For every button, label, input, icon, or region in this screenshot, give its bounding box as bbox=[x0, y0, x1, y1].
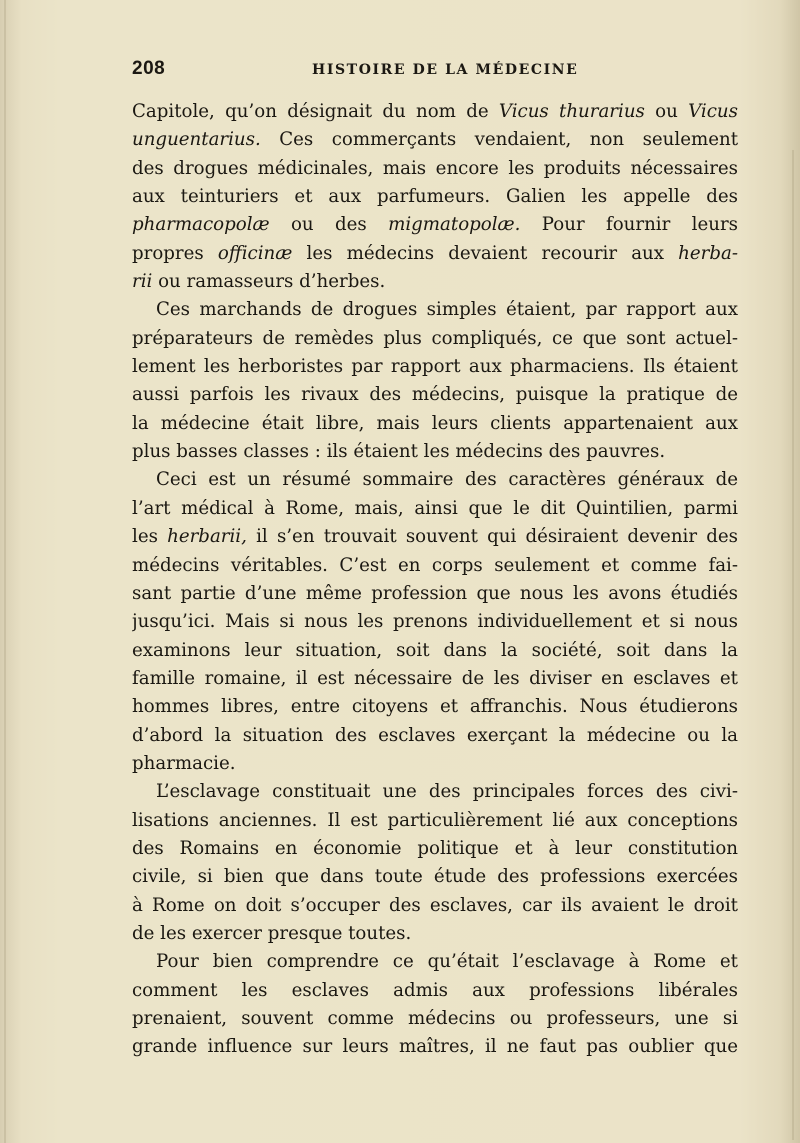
italic-term: pharmacopolæ bbox=[132, 214, 270, 236]
text-segment: prenaient, souvent comme médecins ou professeurs, une si bbox=[132, 1008, 738, 1029]
text-segment: propres bbox=[132, 242, 218, 264]
text-line bbox=[132, 410, 738, 438]
italic-term: herbarii, bbox=[167, 526, 247, 548]
text-line bbox=[132, 920, 738, 948]
text-segment: Pour bien comprendre ce qu’était l’esclavage à Rome et bbox=[156, 951, 738, 973]
text-segment: médecins véritables. C’est en corps seulement et comme fai- bbox=[132, 554, 738, 576]
text-segment: lement les herboristes par rapport aux pharmaciens. Ils étaient bbox=[132, 356, 738, 378]
text-line bbox=[132, 552, 738, 580]
text-segment: les bbox=[132, 526, 168, 548]
text-segment: examinons leur situation, soit dans la société, soit dans la bbox=[132, 639, 738, 661]
text-line bbox=[132, 126, 738, 154]
text-segment: les médecins devaient recourir aux bbox=[292, 242, 679, 264]
text-line bbox=[132, 693, 738, 721]
text-line bbox=[132, 948, 738, 976]
text-line bbox=[132, 495, 738, 523]
text-segment: sant partie d’une même profession que nous les avons étudiés bbox=[132, 582, 738, 604]
text-line bbox=[132, 155, 738, 183]
italic-term: unguentarius. bbox=[132, 129, 261, 151]
text-line bbox=[132, 240, 738, 268]
text-line bbox=[132, 835, 738, 863]
text-segment: comment les esclaves admis aux professions libérales bbox=[132, 979, 738, 1001]
text-segment: civile, si bien que dans toute étude des professions exercées bbox=[132, 866, 738, 888]
italic-term: Vicus thurarius bbox=[498, 101, 645, 122]
text-segment: aux teinturiers et aux parfumeurs. Galien les appelle des bbox=[132, 186, 738, 208]
text-line bbox=[132, 296, 738, 324]
text-line bbox=[132, 1005, 738, 1033]
text-segment: l’art médical à Rome, mais, ainsi que le dit Quintilien, parmi bbox=[132, 497, 738, 519]
text-line bbox=[132, 466, 738, 494]
text-line bbox=[132, 381, 738, 409]
italic-term: migmatopolæ. bbox=[388, 214, 521, 236]
text-segment: Pour fournir leurs bbox=[520, 214, 738, 236]
text-line bbox=[132, 325, 738, 353]
text-segment: ou bbox=[644, 101, 689, 122]
text-line bbox=[132, 438, 738, 466]
running-title: HISTOIRE DE LA MÉDECINE bbox=[312, 62, 579, 78]
text-line bbox=[132, 268, 738, 296]
italic-term: herba- bbox=[678, 242, 738, 264]
text-line bbox=[132, 637, 738, 665]
italic-term: officinæ bbox=[217, 242, 293, 264]
text-line bbox=[132, 722, 738, 750]
text-segment: des Romains en économie politique et à leur constitution bbox=[132, 837, 738, 859]
text-segment: ou ramasseurs d’herbes. bbox=[152, 271, 386, 293]
text-segment: plus basses classes : ils étaient les médecins des pauvres. bbox=[132, 441, 666, 463]
text-line bbox=[132, 863, 738, 891]
text-segment: Ces commerçants vendaient, non seulement bbox=[260, 129, 738, 151]
italic-term: Vicus bbox=[688, 101, 738, 122]
text-line bbox=[132, 580, 738, 608]
text-line bbox=[132, 665, 738, 693]
text-segment: Capitole, qu’on désignait du nom de bbox=[132, 101, 499, 122]
text-segment: famille romaine, il est nécessaire de les diviser en esclaves et bbox=[132, 667, 738, 689]
body-text bbox=[132, 98, 738, 1062]
text-segment: ou des bbox=[269, 214, 389, 236]
text-segment: pharmacie. bbox=[132, 752, 236, 774]
text-segment: de les exercer presque toutes. bbox=[132, 922, 412, 944]
binding-edge bbox=[4, 0, 6, 1143]
text-line bbox=[132, 750, 738, 778]
text-line bbox=[132, 807, 738, 835]
text-segment: aussi parfois les rivaux des médecins, puisque la pratique de bbox=[132, 384, 738, 406]
text-line bbox=[132, 778, 738, 806]
text-segment: Ces marchands de drogues simples étaient, par rapport aux bbox=[156, 299, 738, 321]
text-line bbox=[132, 977, 738, 1005]
text-segment: d’abord la situation des esclaves exerçant la médecine ou la bbox=[132, 724, 738, 746]
text-segment: hommes libres, entre citoyens et affranchis. Nous étudierons bbox=[132, 696, 738, 718]
text-segment: à Rome on doit s’occuper des esclaves, car ils avaient le droit bbox=[132, 894, 738, 916]
text-segment: L’esclavage constituait une des principales forces des civi- bbox=[156, 781, 738, 803]
text-segment: il s’en trouvait souvent qui désiraient devenir des bbox=[246, 526, 738, 548]
text-line bbox=[132, 523, 738, 551]
running-header bbox=[132, 58, 738, 84]
text-segment: lisations anciennes. Il est particulièrement lié aux conceptions bbox=[132, 809, 738, 831]
text-segment: Ceci est un résumé sommaire des caractères généraux de bbox=[156, 469, 738, 491]
text-segment: préparateurs de remèdes plus compliqués, ce que sont actuel- bbox=[132, 327, 738, 349]
page-number: 208 bbox=[132, 58, 166, 79]
text-segment: jusqu’ici. Mais si nous les prenons individuellement et si nous bbox=[132, 611, 738, 633]
page-edge bbox=[792, 150, 794, 1140]
text-segment: des drogues médicinales, mais encore les produits nécessaires bbox=[132, 157, 738, 179]
text-line bbox=[132, 183, 738, 211]
italic-term: rii bbox=[132, 271, 153, 293]
text-line bbox=[132, 353, 738, 381]
text-segment: grande influence sur leurs maîtres, il ne faut pas oublier que bbox=[132, 1036, 738, 1058]
text-line bbox=[132, 211, 738, 239]
text-segment: la médecine était libre, mais leurs clients appartenaient aux bbox=[132, 412, 738, 434]
text-line bbox=[132, 608, 738, 636]
text-line bbox=[132, 98, 738, 126]
text-line bbox=[132, 892, 738, 920]
text-line bbox=[132, 1033, 738, 1061]
